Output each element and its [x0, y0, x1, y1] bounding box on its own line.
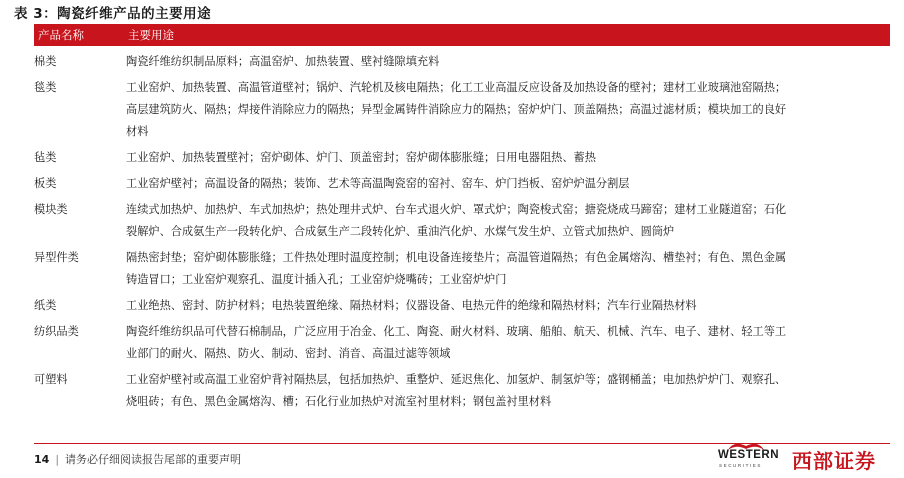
logo-western-text: WESTERN [718, 449, 779, 461]
table-row [34, 51, 890, 73]
table-row [34, 369, 890, 413]
uses-line: 工业窑炉、加热装置壁衬；窑炉砌体、炉门、顶盖密封；窑炉砌体膨胀缝；日用电器阻热、蓄热 [126, 151, 596, 164]
uses-line: 铸造冒口；工业窑炉观察孔、温度计插入孔；工业窑炉烧嘴砖；工业窑炉炉门 [126, 273, 507, 286]
uses-line: 材料 [126, 125, 149, 138]
footer [34, 451, 241, 467]
product-name-cell: 模块类 [34, 203, 68, 216]
main-uses-cell [126, 77, 890, 143]
uses-line: 陶瓷纤维纺织品可代替石棉制品，广泛应用于冶金、化工、陶瓷、耐火材料、玻璃、船舶、航天、机械、汽车、电子、建材、轻工等工 [126, 325, 787, 338]
main-uses-cell [126, 173, 890, 195]
uses-line: 陶瓷纤维纺织制品原料；高温窑炉、加热装置、壁衬缝隙填充料 [126, 55, 440, 68]
uses-line: 连续式加热炉、加热炉、车式加热炉；热处理井式炉、台车式退火炉、罩式炉；陶瓷梭式窑；搪瓷烧成马蹄窑；建材工业隧道窑；石化 [126, 203, 787, 216]
main-uses-cell [126, 199, 890, 243]
product-name-cell: 异型件类 [34, 251, 79, 264]
footer-separator: | [55, 453, 60, 466]
main-uses-cell [126, 147, 890, 169]
main-uses-cell [126, 247, 890, 291]
header-product-name: 产品名称 [38, 28, 84, 42]
table-body [34, 46, 890, 413]
main-uses-cell [126, 295, 890, 317]
uses-line: 工业窑炉、加热装置、高温管道壁衬；锅炉、汽轮机及核电隔热；化工工业高温反应设备及加热设备的壁衬；建材工业玻璃池窑隔热； [126, 81, 787, 94]
uses-line: 业部门的耐火、隔热、防火、制动、密封、消音、高温过滤等领域 [126, 347, 451, 360]
table-row [34, 199, 890, 243]
uses-line: 工业绝热、密封、防护材料；电热装置绝缘、隔热材料；仪器设备、电热元件的绝缘和隔热材料；汽车行业隔热材料 [126, 299, 697, 312]
product-name-cell: 纺织品类 [34, 325, 79, 338]
product-name-cell: 板类 [34, 177, 57, 190]
main-uses-cell [126, 321, 890, 365]
table-row [34, 77, 890, 143]
logo-securities-text: SECURITIES [719, 463, 763, 468]
page-number: 14 [34, 453, 50, 466]
disclaimer-text: 请务必仔细阅读报告尾部的重要声明 [65, 453, 242, 466]
header-main-uses: 主要用途 [128, 28, 174, 42]
uses-line: 高层建筑防火、隔热；焊接件消除应力的隔热；异型金属铸件消除应力的隔热；窑炉炉门、顶盖隔热；高温过滤材质；模块加工的良好 [126, 103, 787, 116]
table-row [34, 295, 890, 317]
product-name-cell: 棉类 [34, 55, 57, 68]
company-logo [716, 440, 891, 474]
table-header [34, 24, 890, 46]
uses-line: 工业窑炉壁衬；高温设备的隔热；装饰、艺术等高温陶瓷窑的窑衬、窑车、炉门挡板、窑炉炉温分割层 [126, 177, 630, 190]
product-name-cell: 纸类 [34, 299, 57, 312]
main-uses-cell [126, 369, 890, 413]
product-name-cell: 毯类 [34, 81, 57, 94]
table-row [34, 173, 890, 195]
uses-line: 烧咀砖；有色、黑色金属熔沟、槽；石化行业加热炉对流室衬里材料；钢包盖衬里材料 [126, 395, 552, 408]
table-row [34, 247, 890, 291]
table-row [34, 321, 890, 365]
table-title: 表 3：陶瓷纤维产品的主要用途 [14, 6, 212, 22]
main-uses-cell [126, 51, 890, 73]
product-name-cell: 可塑料 [34, 373, 68, 386]
uses-line: 裂解炉、合成氨生产一段转化炉、合成氨生产二段转化炉、重油汽化炉、水煤气发生炉、立管式加热炉、圆筒炉 [126, 225, 675, 238]
logo-company-name: 西部证券 [792, 449, 876, 473]
table-row [34, 147, 890, 169]
uses-table [34, 24, 890, 417]
uses-line: 工业窑炉壁衬或高温工业窑炉背衬隔热层，包括加热炉、重整炉、延迟焦化、加氢炉、制氢炉等；盛钢桶盖；电加热炉炉门、观察孔、 [126, 373, 787, 386]
product-name-cell: 毡类 [34, 151, 57, 164]
uses-line: 隔热密封垫；窑炉砌体膨胀缝；工件热处理时温度控制；机电设备连接垫片；高温管道隔热；有色金属熔沟、槽垫衬；有色、黑色金属 [126, 251, 787, 264]
